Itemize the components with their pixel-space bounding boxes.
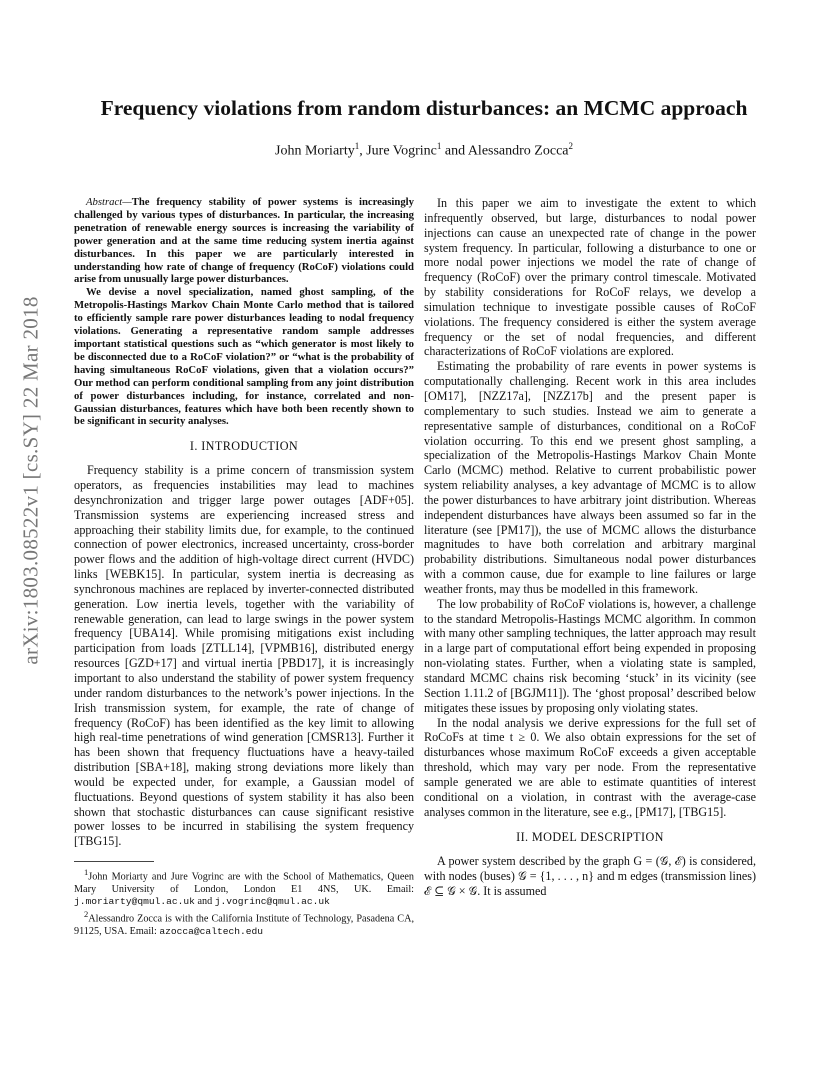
right-column: [424, 196, 756, 899]
footnote-1-and: and: [194, 895, 215, 907]
author-1: John Moriarty: [275, 143, 355, 159]
author-2: , Jure Vogrinc: [359, 143, 437, 159]
author-line: [60, 141, 788, 160]
model-paragraph-1: A power system described by the graph G = (𝒢, ℰ) is considered, with nodes (buses) 𝒢 = {1, . . . , n} and m edges (transmission lines) ℰ ⊆ 𝒢 × 𝒢. It is assumed: [424, 854, 756, 898]
footnote-1: [74, 866, 414, 908]
abstract-label: Abstract—: [86, 196, 132, 208]
affiliation-mark-2: 1: [436, 141, 442, 151]
left-column: [74, 196, 414, 938]
intro-paragraph-1: Frequency stability is a prime concern of transmission system operators, as frequencies instabilities may lead to machines desynchronization and trigger large power outages [ADF+05]. Transmission systems are experiencing increased stress and approaching their stability limits due, for example, to the continued connection of power electronics, increased uncertainty, cross-border power flows and the addition of high-voltage direct current (HVDC) links [WEBK15]. In particular, system inertia is decreasing as synchronous machines are replaced by inverter-connected distributed generation. Low inertia levels, together with the variability of renewable generation, can lead to large swings in the power system frequency [UBA14]. While promising mitigations exist including participation from loads [ZTLL14], [VPMB16], distributed energy resources [GZD+17] and virtual inertia [PBD17], it is increasingly important to also understand the stability of power system frequency under random disturbances to the network’s power injections. In the Irish transmission system, for example, the rate of change of frequency (RoCoF) has been identified as the key limit to allowing high real-time penetrations of wind generation [CMSR13]. Further it has been shown that frequency fluctuations have a heavy-tailed distribution [SBA+18], making strong deviations more likely than would be expected under, for example, a Gaussian model of fluctuations. Beyond questions of system stability it has also been shown that stochastic disturbances can cause significant resistive power losses to be incurred in stabilising the system frequency [TBG15].: [74, 463, 414, 849]
abstract-paragraph-2: We devise a novel specialization, named ghost sampling, of the Metropolis-Hastings Markov Chain Monte Carlo method that is tailored to efficiently sample rare power disturbances leading to nodal frequency violations. Generating a representative random sample addresses important statistical questions such as “which generator is most likely to be disconnected due to a RoCoF violation?” or “what is the probability of having simultaneous RoCoF violations, given that a violation occurs?” Our method can perform conditional sampling from any joint distribution of power disturbances including, for instance, correlated and non-Gaussian disturbances, features which have both been recently shown to be significant in security analyses.: [74, 286, 414, 428]
email-link-vogrinc[interactable]: j.vogrinc@qmul.ac.uk: [214, 895, 330, 907]
affiliation-mark-1: 1: [354, 141, 360, 151]
footnote-1-mark: 1: [84, 867, 89, 878]
right-paragraph-2: Estimating the probability of rare events in power systems is computationally challenging. Recent work in this area includes [OM17], [NZZ17a], [NZZ17b] and the present paper is complementary to such studies. Instead we aim to generate a representative sample of disturbances, conditional on a RoCoF violation occurring. To this end we present ghost sampling, a specialization of the Metropolis-Hastings Markov Chain Monte Carlo (MCMC) method. Relative to current probabilistic power system reliability analyses, a key advantage of MCMC is to allow the power disturbances to have arbitrary joint distribution. Whereas independent disturbances have always been assumed so far in the literature (see [PM17]), the use of MCMC allows the disturbance magnitudes to have both correlation and arbitrary marginal probability distributions. Simultaneous nodal power disturbances with a common cause, due for example to line failures or large weather fronts, may thus be modelled in this framework.: [424, 359, 756, 596]
footnote-2-text: Alessandro Zocca is with the California Institute of Technology, Pasadena CA, 91125, USA. Email:: [74, 913, 414, 937]
email-link-zocca[interactable]: azocca@caltech.edu: [159, 925, 264, 937]
right-paragraph-4: In the nodal analysis we derive expressions for the full set of RoCoFs at time t ≥ 0. We also obtain expressions for the set of disturbances whose maximum RoCoF exceeds a given acceptable threshold, which may vary per node. From the representative sample generated we are able to estimate quantities of interest conditional on a violation, in contrast with the average-case analyses common in the literature, see e.g., [PM17], [TBG15].: [424, 715, 756, 819]
footnote-rule: [74, 861, 154, 862]
affiliation-mark-3: 2: [568, 141, 573, 151]
abstract: [74, 196, 414, 428]
email-link-moriarty[interactable]: j.moriarty@qmul.ac.uk: [74, 895, 195, 907]
footnotes: [74, 866, 414, 938]
footnote-2-mark: 2: [84, 909, 89, 920]
author-3: and Alessandro Zocca: [441, 143, 569, 159]
footnote-1-text: John Moriarty and Jure Vogrinc are with the School of Mathematics, Queen Mary University of London, London E1 4NS, UK. Email:: [74, 871, 414, 895]
abstract-paragraph-1: The frequency stability of power systems is increasingly challenged by various types of disturbances. In particular, the increasing penetration of renewable energy sources is increasing the variability of power generation and at the same time reducing system inertia against disturbances. In this paper we are particularly interested in understanding how rate of change of frequency (RoCoF) violations could arise from unusually large power disturbances.: [74, 196, 414, 286]
section-heading-model-description: II. MODEL DESCRIPTION: [516, 830, 664, 845]
right-paragraph-3: The low probability of RoCoF violations is, however, a challenge to the standard Metropolis-Hastings MCMC algorithm. In common with many other sampling techniques, the latter approach may result in a large part of computational effort being expended in proposing non-violating states. Further, when a violating state is sampled, standard MCMC chains risk becoming ‘stuck’ in its vicinity (see Section 1.11.2 of [BGJM11]). The ‘ghost proposal’ described below mitigates these issues by proposing only violating states.: [424, 596, 756, 715]
footnote-2: [74, 908, 414, 938]
arxiv-identifier: arXiv:1803.08522v1 [cs.SY] 22 Mar 2018: [18, 295, 43, 665]
arxiv-side-label: [14, 270, 48, 690]
section-heading-introduction: I. INTRODUCTION: [189, 439, 299, 454]
paper-title: Frequency violations from random disturbances: an MCMC approach: [100, 96, 748, 120]
right-paragraph-1: In this paper we aim to investigate the extent to which infrequently observed, but large, disturbances to nodal power injections can cause an unexpected rate of change in the power system frequency. In particular, following a disturbance to one or more nodal power injections we model the rate of change of frequency (RoCoF) over the primary control timescale. Motivated by stability considerations for RoCoF relays, we develop a simulation technique to investigate possible causes of RoCoF violations. The frequency considered is either the system average frequency or the set of nodal frequencies, and different characterizations of RoCoF violations are explored.: [424, 196, 756, 359]
